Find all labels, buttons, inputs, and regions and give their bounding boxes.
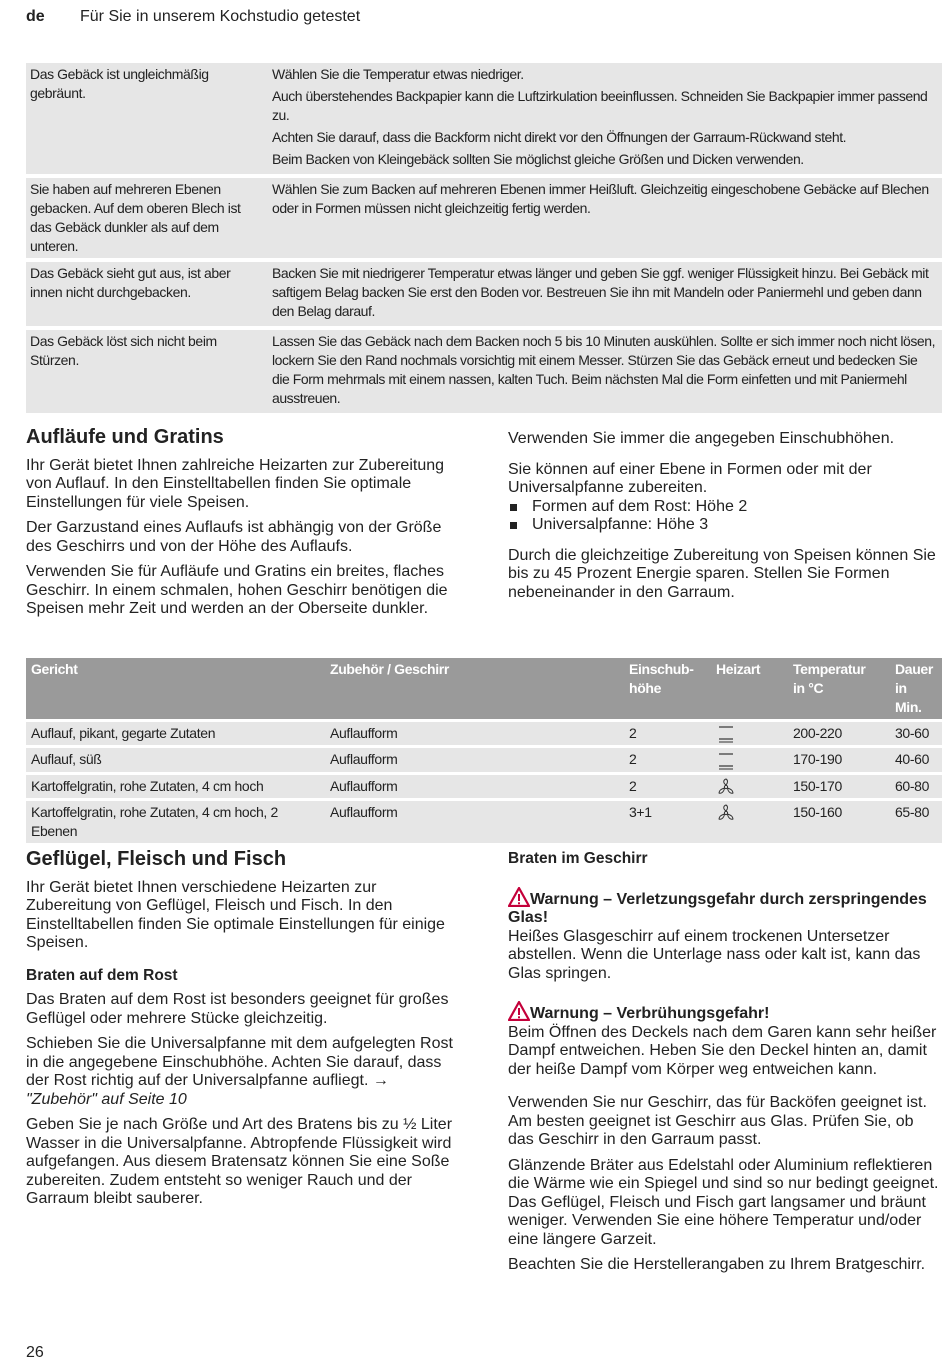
warning-triangle-icon [508,1001,530,1021]
cell-level: 2 [629,751,637,768]
gefl-left-column [26,850,456,1216]
cell-duration: 30-60 [895,725,930,741]
cell-accessory: Auflaufform [330,777,398,794]
cell-dish: Kartoffelgratin, rohe Zutaten, 4 cm hoch [31,777,264,794]
fan-heat-icon [716,804,736,822]
table-row [26,63,942,174]
cell-duration: 60-80 [895,777,930,794]
warning-triangle-icon [508,887,530,907]
bullet-list [508,498,940,535]
subsection-heading: Braten auf dem Rost [26,966,178,984]
warning-title-text: Warnung – Verbrühungsgefahr! [530,1005,770,1022]
list-item: Formen auf dem Rost: Höhe 2 [508,498,940,517]
table-row [26,722,942,745]
paragraph: Durch die gleichzeitige Zubereitung von Speisen können Sie bis zu 45 Prozent Energie sparen. Stellen Sie Formen nebeneinander in den Garraum. [508,546,936,601]
paragraph: Ihr Gerät bietet Ihnen verschiedene Heizarten zur Zubereitung von Geflügel, Fleisch und Fisch. In den Einstelltabellen finden Sie optimale Einstellungen für einige Speisen. [26,878,445,951]
cell-temperature: 150-170 [793,777,842,794]
cell-duration: 40-60 [895,751,930,768]
warning-title [508,1001,942,1024]
paragraph: Verwenden Sie für Aufläufe und Gratins ein breites, flaches Geschirr. In einem schmalen, hohen Geschirr benötigen die Speisen mehr Zeit und werden an der Oberseite dunkler. [26,563,448,617]
remedy-text: Lassen Sie das Gebäck nach dem Backen noch 5 bis 10 Minuten auskühlen. Sollte er sich immer noch nicht lösen, lockern Sie den Rand nochmals vorsichtig mit einem Messer. Stürzen Sie das Gebäck erneut und bedecken Sie die Form mehrmals mit einem nassen, kalten Tuch. Beim nächsten Mal die Form einfetten und mit Paniermehl ausstreuen. [272,333,936,406]
arrow-icon: → [372,1072,389,1089]
table-row [26,178,942,258]
settings-table [26,658,942,843]
running-header-title: Für Sie in unserem Kochstudio getestet [80,8,361,25]
aufl-left-column [26,428,466,626]
paragraph: Das Braten auf dem Rost ist besonders geeignet für großes Geflügel oder mehrere Stücke gleichzeitig. [26,991,449,1027]
cell-heating [711,724,788,743]
table-row [26,330,942,413]
aufl-right-column [508,430,940,609]
problem-cell: Das Gebäck sieht gut aus, ist aber innen nicht durchgebacken. [30,265,231,300]
cell-heating [711,803,788,841]
cell-level: 2 [629,777,637,794]
cell-heating [711,777,788,796]
cell-accessory: Auflaufform [330,751,398,768]
warning-text: Heißes Glasgeschirr auf einem trockenen Untersetzer abstellen. Wenn die Unterlage nass oder kalt ist, kann das Glas springen. [508,927,921,982]
cell-accessory: Auflaufform [330,725,398,741]
gefl-right-column [508,850,942,1282]
remedy-text: Beim Backen von Kleingebäck sollten Sie möglichst gleiche Größen und Dicken verwenden. [272,151,804,167]
top-bottom-heat-icon [716,725,736,743]
paragraph: Ihr Gerät bietet Ihnen zahlreiche Heizarten zur Zubereitung von Auflauf. In den Einstelltabellen finden Sie optimale Einstellungen für viele Speisen. [26,456,445,511]
remedy-text: Wählen Sie zum Backen auf mehreren Ebenen immer Heißluft. Gleichzeitig eingeschobene Gebäcke auf Blechen oder in Formen müssen nicht gleichzeitig fertig werden. [272,181,929,216]
header-accessory: Zubehör / Geschirr [330,661,449,677]
warning-title [508,887,942,928]
cell-temperature: 170-190 [793,751,842,768]
cell-temperature: 150-160 [793,803,842,820]
paragraph: Verwenden Sie immer die angegeben Einschubhöhen. [508,430,895,447]
cell-duration: 65-80 [895,803,930,820]
top-bottom-heat-icon [716,752,736,770]
table-header-row [26,658,942,719]
page-reference-link[interactable]: "Zubehör" auf Seite 10 [26,1090,187,1108]
paragraph: Glänzende Bräter aus Edelstahl oder Aluminium reflektieren die Wärme wie ein Spiegel und sind so nur bedingt geeignet. Das Geflügel, Fleisch und Fisch gart langsamer und bräunt weniger. Verwenden Sie eine höhere Temperatur und/oder eine längere Garzeit. [508,1156,939,1248]
section-heading: Geflügel, Fleisch und Fisch [26,848,287,870]
remedy-cell [266,262,942,326]
section-heading: Aufläufe und Gratins [26,426,224,448]
warning-text: Beim Öffnen des Deckels nach dem Garen kann sehr heißer Dampf entweichen. Heben Sie den Deckel hinten an, damit der heiße Dampf vom Körper weg entweichen kann. [508,1023,937,1078]
paragraph: Verwenden Sie nur Geschirr, das für Backöfen geeignet ist. Am besten geeignet ist Geschirr aus Glas. Prüfen Sie, ob das Geschirr in den Garraum passt. [508,1094,927,1148]
problem-cell: Das Gebäck löst sich nicht beim Stürzen. [30,333,217,368]
problem-cell: Sie haben auf mehreren Ebenen gebacken. Auf dem oberen Blech ist das Gebäck dunkler als auf dem unteren. [30,181,241,254]
remedy-cell [266,63,942,174]
header-dish: Gericht [31,661,78,677]
table-row [26,801,942,843]
list-item: Universalpfanne: Höhe 3 [508,516,940,535]
cell-dish: Kartoffelgratin, rohe Zutaten, 4 cm hoch, 2 Ebenen [31,803,278,839]
troubleshooting-table [26,63,942,417]
header-temperature: Temperatur in °C [793,661,866,696]
paragraph: Der Garzustand eines Auflaufs ist abhängig von der Größe des Geschirrs und von der Höhe des Auflaufs. [26,519,442,555]
remedy-text: Backen Sie mit niedrigerer Temperatur etwas länger und geben Sie ggf. weniger Flüssigkeit hinzu. Bei Gebäck mit saftigem Belag backen Sie erst den Boden vor. Bestreuen Sie ihn mit Mandeln oder Paniermehl und geben dann den Belag darauf. [272,265,929,319]
subsection-heading: Braten im Geschirr [508,850,648,867]
table-row [26,262,942,326]
cell-temperature: 200-220 [793,725,842,741]
header-heating: Heizart [716,661,761,677]
cell-level: 3+1 [629,803,652,820]
cell-accessory: Auflaufform [330,803,398,820]
header-level: Einschub- höhe [629,661,694,696]
remedy-text: Wählen Sie die Temperatur etwas niedriger. [272,66,524,82]
paragraph-text: Schieben Sie die Universalpfanne mit dem aufgelegten Rost in die angegebene Einschubhöhe. Achten Sie darauf, dass der Rost richtig auf der Universalpfanne aufliegt. [26,1035,453,1089]
remedy-cell [266,330,942,413]
paragraph: Geben Sie je nach Größe und Art des Bratens bis zu ½ Liter Wasser in die Universalpfanne. Abtropfende Flüssigkeit wird aufgefangen. Aus diesem Bratensatz können Sie eine Soße zubereiten. Zudem entsteht so weniger Rauch und der Garraum bleibt sauberer. [26,1116,453,1207]
remedy-text: Auch überstehendes Backpapier kann die Luftzirkulation beeinflussen. Schneiden Sie Backpapier immer passend zu. [272,88,928,123]
cell-dish: Auflauf, süß [31,751,102,768]
language-code: de [26,8,45,25]
paragraph: Beachten Sie die Herstellerangaben zu Ihrem Bratgeschirr. [508,1256,926,1273]
remedy-text: Achten Sie darauf, dass die Backform nicht direkt vor den Öffnungen der Garraum-Rückwand steht. [272,129,847,145]
page-number: 26 [26,1344,44,1361]
header-duration: Dauer in Min. [895,661,933,715]
paragraph [26,1035,456,1109]
paragraph: Sie können auf einer Ebene in Formen oder mit der Universalpfanne zubereiten. [508,460,872,496]
table-row [26,775,942,798]
cell-heating [711,750,788,769]
problem-cell: Das Gebäck ist ungleichmäßig gebräunt. [30,66,209,101]
cell-level: 2 [629,725,637,741]
remedy-cell [266,178,942,258]
cell-dish: Auflauf, pikant, gegarte Zutaten [31,725,216,741]
warning-title-text: Warnung – Verletzungsgefahr durch zerspringendes Glas! [508,890,927,926]
table-row [26,748,942,771]
fan-heat-icon [716,778,736,796]
